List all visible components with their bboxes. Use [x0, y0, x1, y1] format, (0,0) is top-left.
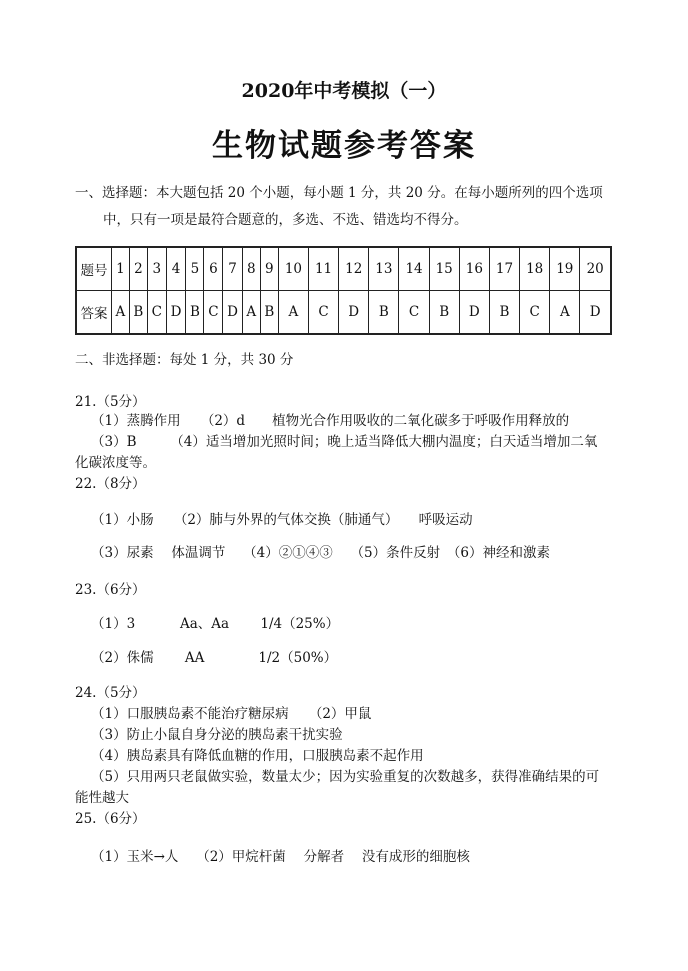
answer-cell: D — [580, 291, 611, 335]
row-label-answer: 答案 — [76, 291, 112, 335]
question-number: 20 — [580, 247, 611, 291]
q24-line1: （1）口服胰岛素不能治疗糖尿病 （2）甲鼠 — [91, 706, 372, 722]
row-label-number: 题号 — [76, 247, 112, 291]
answer-cell: C — [520, 291, 550, 335]
question-number: 9 — [260, 247, 278, 291]
section1-instruction-line1: 一、选择题：本大题包括 20 个小题，每小题 1 分，共 20 分。在每小题所列的四个选项 — [75, 185, 603, 201]
answer-cell: D — [223, 291, 243, 335]
answer-cell: A — [550, 291, 580, 335]
q21-heading: 21.（5分） — [75, 394, 146, 410]
question-number: 17 — [489, 247, 519, 291]
question-number: 19 — [550, 247, 580, 291]
answer-cell: C — [147, 291, 166, 335]
q23-line2: （2）侏儒 AA 1/2（50%） — [91, 650, 338, 666]
answer-cell: C — [399, 291, 429, 335]
exam-title: 2020年中考模拟（一） — [241, 80, 447, 102]
q23-heading: 23.（6分） — [75, 582, 146, 598]
answer-cell: B — [129, 291, 147, 335]
question-number: 12 — [339, 247, 369, 291]
question-number: 4 — [166, 247, 186, 291]
answer-cell: C — [204, 291, 223, 335]
question-number: 6 — [204, 247, 223, 291]
q25-line1: （1）玉米→人 （2）甲烷杆菌 分解者 没有成形的细胞核 — [91, 849, 470, 865]
q21-line3: 化碳浓度等。 — [75, 455, 156, 471]
question-number: 3 — [147, 247, 166, 291]
q24-line5: 能性越大 — [75, 790, 129, 806]
answer-cell: D — [166, 291, 186, 335]
q22-heading: 22.（8分） — [75, 476, 146, 492]
question-number: 13 — [369, 247, 399, 291]
answer-cell: A — [278, 291, 308, 335]
q22-line2: （3）尿素 体温调节 （4）②①④③ （5）条件反射 （6）神经和激素 — [91, 545, 550, 561]
question-number: 2 — [129, 247, 147, 291]
q22-line1: （1）小肠 （2）肺与外界的气体交换（肺通气） 呼吸运动 — [91, 512, 473, 528]
question-number: 10 — [278, 247, 308, 291]
answer-cell: D — [339, 291, 369, 335]
section1-instruction-line2: 中，只有一项是最符合题意的，多选、不选、错选均不得分。 — [103, 212, 468, 228]
q25-heading: 25.（6分） — [75, 811, 146, 827]
answer-cell: D — [459, 291, 489, 335]
question-number: 11 — [308, 247, 338, 291]
question-number: 15 — [429, 247, 459, 291]
answer-cell: B — [260, 291, 278, 335]
q24-line2: （3）防止小鼠自身分泌的胰岛素干扰实验 — [91, 727, 343, 743]
answer-cell: B — [186, 291, 204, 335]
section2-heading: 二、非选择题：每处 1 分，共 30 分 — [75, 352, 294, 368]
question-number: 18 — [520, 247, 550, 291]
answer-cell: B — [429, 291, 459, 335]
question-number: 14 — [399, 247, 429, 291]
table-row-answers — [76, 291, 611, 335]
q24-line4: （5）只用两只老鼠做实验，数量太少；因为实验重复的次数越多，获得准确结果的可 — [91, 769, 600, 785]
question-number: 1 — [112, 247, 130, 291]
q24-line3: （4）胰岛素具有降低血糖的作用，口服胰岛素不起作用 — [91, 748, 424, 764]
answer-cell: A — [242, 291, 260, 335]
question-number: 16 — [459, 247, 489, 291]
q21-line2: （3）B （4）适当增加光照时间；晚上适当降低大棚内温度；白天适当增加二氧 — [91, 434, 598, 450]
question-number: 7 — [223, 247, 243, 291]
answer-table — [75, 246, 612, 335]
answer-cell: A — [112, 291, 130, 335]
question-number: 8 — [242, 247, 260, 291]
page-title: 生物试题参考答案 — [212, 128, 476, 164]
answer-cell: B — [489, 291, 519, 335]
q24-heading: 24.（5分） — [75, 685, 146, 701]
q21-line1: （1）蒸腾作用 （2）d 植物光合作用吸收的二氧化碳多于呼吸作用释放的 — [91, 413, 570, 429]
table-row-numbers — [76, 247, 611, 291]
answer-cell: B — [369, 291, 399, 335]
answer-cell: C — [308, 291, 338, 335]
question-number: 5 — [186, 247, 204, 291]
q23-line1: （1）3 Aa、Aa 1/4（25%） — [91, 616, 340, 632]
